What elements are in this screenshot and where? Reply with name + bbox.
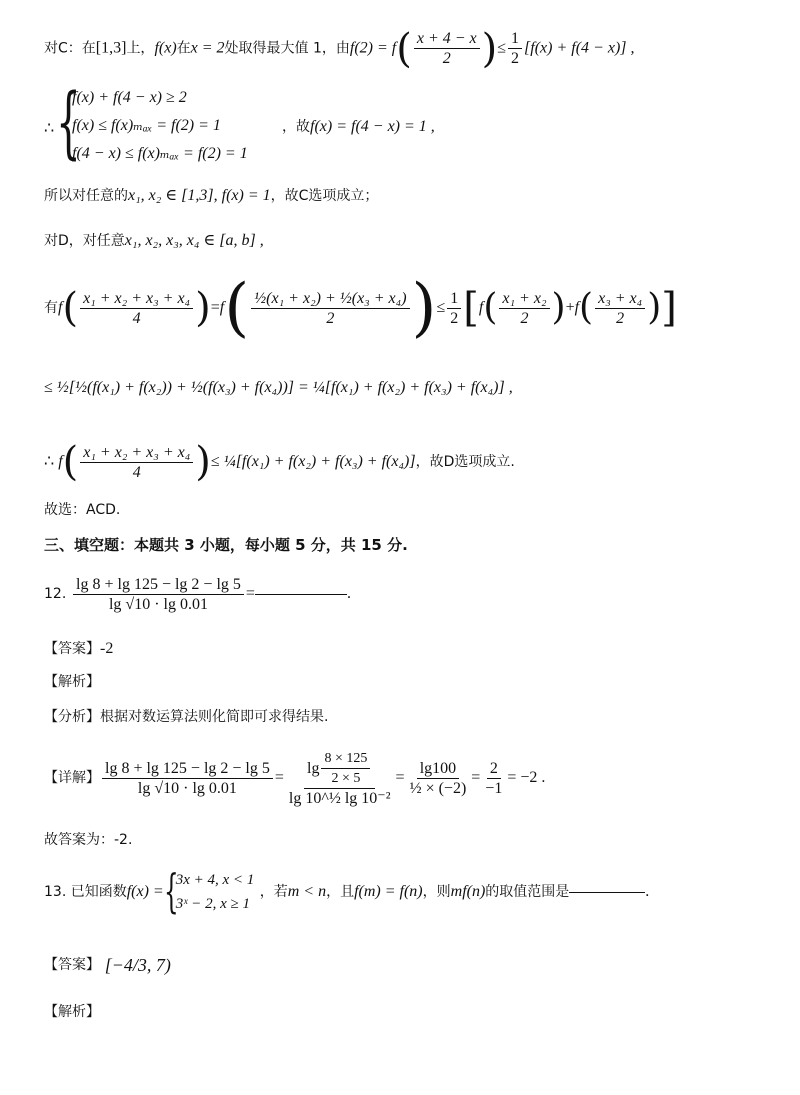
d-eq1-rhs-b: $\frac{\text{x₃ + x₄}}{2}$	[595, 290, 645, 327]
q12-detail-num-3: lg100	[417, 760, 459, 779]
system-conclusion	[282, 116, 770, 137]
q12-detail-den-3: ½ × (−2)	[409, 779, 467, 797]
d-eq1-mid-num: ½(x₁ + x₂) + ½(x₃ + x₄)	[251, 290, 409, 309]
c-half	[508, 30, 522, 67]
d-eq1-lhs	[80, 290, 193, 327]
d-eq3-lhs-den: 4	[132, 463, 141, 481]
c-frac-num: x + 4 − x	[414, 30, 480, 49]
c-half-den: 2	[511, 50, 520, 67]
q12-den: lg √10 · lg 0.01	[108, 595, 208, 613]
c-result-post: ，故C选项成立；	[270, 188, 379, 204]
system-line-3: f(4 − x) ≤ f(x)ₘₐₓ = f(2) = 1	[72, 145, 248, 162]
q12-detail-label: 【详解】	[44, 770, 100, 786]
q13-case-1: 3x + 4, x < 1	[175, 872, 255, 888]
q13-answer-label: 【答案】	[44, 957, 100, 973]
d-eq3-post: ，故D选项成立.	[415, 454, 515, 470]
q12-fenxi-text: 根据对数运算法则化简即可求得结果.	[100, 709, 329, 725]
q12-detail-frac-3	[407, 760, 470, 797]
q13-analysis-label: 【解析】	[44, 1004, 100, 1020]
c-at: 在	[176, 40, 191, 57]
d-eq1-lhs-den: 4	[132, 309, 141, 327]
q13-cond3: mf(n)	[450, 883, 486, 900]
d-eq1-mid	[251, 290, 409, 327]
q12-detail: 【详解】 $\frac{\lg 8 + \lg 125 - \lg 2 - \lg 5}{\lg √10 \cdot \lg 0.01}$ = lg $\frac{8 \times 125}{2 \times 5}$ lg 10^½ lg 10⁻² = $\frac{\lg 100}{\text{½ × (−2)}}$ = $\frac{2}{-1}$ = −2 .	[44, 750, 546, 807]
q12-eq: =	[245, 585, 255, 602]
system-conclusion-math: f(x) = f(4 − x) = 1 ,	[310, 118, 435, 135]
d-eq3-lhs-num: x₁ + x₂ + x₃ + x₄	[80, 444, 193, 463]
q13-case-2: 3ˣ − 2, x ≥ 1	[175, 896, 250, 912]
d-eq3-rhs: ≤ ¼[f(x₁) + f(x₂) + f(x₃) + f(x₄)]	[210, 453, 416, 470]
q12-num: lg 8 + lg 125 − lg 2 − lg 5	[73, 576, 244, 595]
q13-answer-value: [−4/3, 7)	[104, 955, 171, 975]
answer-choice: 故选：ACD.	[44, 502, 121, 518]
q12-end: .	[346, 585, 351, 602]
q13-cond2-pre: ，且	[326, 884, 355, 900]
q12-fenxi-label: 【分析】	[44, 709, 100, 725]
q13-brace: {	[163, 864, 179, 918]
c-intro-line: 对C：在[1,3]上，f(x)在x = 2处取得最大值 1，由f(2) = f( $\frac{x + 4 - x}{2}$ )≤ $\frac{1}{2}$ [f(x) + f(4 − x)] ,	[44, 25, 635, 72]
therefore-text: ∴	[44, 120, 55, 137]
q13-blank	[569, 892, 645, 893]
d-have: 有	[44, 300, 58, 316]
q12-question	[44, 572, 770, 616]
q12-detail-den-2: lg 10^½ lg 10⁻²	[288, 789, 391, 807]
q13-cond1: m < n	[287, 883, 327, 900]
d-eq1: 有 f ( $\frac{\text{x₁ + x₂ + x₃ + x₄}}{4}$ ) = f ( $\frac{\text{½(x₁ + x₂) + ½(x₃ + x₄)}}{2}$ ) ≤ $\frac{1}{2}$ [ f ( $\frac{\text{x₁ + x₂}}{2}$ ) + f ( $\frac{\text{x₃ + x₄}}{2}$ ) ]	[44, 271, 677, 345]
c-result-math: x₁, x₂ ∈ [1,3], f(x) = 1	[128, 187, 271, 204]
q12-detail-result: = −2 .	[507, 769, 546, 786]
c-fx: f(x)	[154, 39, 177, 57]
q12-detail-frac-2	[286, 750, 394, 807]
d-eq3: ∴ f ( $\frac{\text{x₁ + x₂ + x₃ + x₄}}{4}$ ) ≤ ¼[f(x₁) + f(x₂) + f(x₃) + f(x₄)] ，故D选项成立.	[44, 439, 515, 485]
q12-detail-inner-den: 2 × 5	[331, 770, 361, 786]
q13-fx: f(x) =	[126, 883, 164, 900]
q12-detail-num-4: 2	[487, 760, 501, 779]
q13-cond3-pre: ，则	[422, 884, 451, 900]
system-line-1: f(x) + f(4 − x) ≥ 2	[72, 89, 187, 106]
d-eq1-rhs-a-num: x₁ + x₂	[499, 290, 549, 309]
q13-answer	[44, 945, 770, 985]
c-intro-mid: 上，	[126, 40, 155, 57]
c-half-num: 1	[508, 30, 522, 49]
c-bracket: [f(x) + f(4 − x)] ,	[524, 39, 635, 57]
d-eq1-rhs-b-num: x₃ + x₄	[595, 290, 645, 309]
d-eq2: ≤ ½[½(f(x₁) + f(x₂)) + ½(f(x₃) + f(x₄))] = ¼[f(x₁) + f(x₂) + f(x₃) + f(x₄)] ,	[44, 379, 513, 396]
c-le: ≤	[497, 39, 507, 57]
c-interval: [1,3]	[95, 39, 127, 57]
d-intro-math: x₁, x₂, x₃, x₄ ∈ [a, b] ,	[124, 232, 264, 249]
d-eq1-rhs-a: $\frac{\text{x₁ + x₂}}{2}$	[499, 290, 549, 327]
q13-end: .	[645, 883, 650, 900]
q12-detail-inner-num: 8 × 125	[321, 750, 370, 769]
q13-question	[44, 866, 770, 918]
q12-detail-frac-4	[482, 760, 505, 797]
c-intro-text: 对C：在	[44, 40, 96, 57]
q13-cond2: f(m) = f(n)	[354, 883, 423, 900]
q13-cond1-pre: ，若	[259, 884, 288, 900]
q12-detail-num-1: lg 8 + lg 125 − lg 2 − lg 5	[102, 760, 273, 779]
system-brace: {	[56, 78, 81, 168]
c-frac-den: 2	[442, 50, 451, 67]
q12-blank	[255, 594, 347, 595]
d-intro-line	[44, 230, 770, 251]
q12-answer	[44, 638, 770, 659]
d-intro-pre: 对D，对任意	[44, 233, 125, 249]
q13-ask: 的取值范围是	[485, 884, 570, 900]
section-heading: 三、填空题：本题共 3 小题，每小题 5 分，共 15 分.	[44, 536, 408, 554]
c-fraction	[414, 30, 480, 67]
q12-label: 12.	[44, 586, 67, 602]
q13-piecewise	[164, 866, 260, 918]
q12-detail-num-2-lg: lg	[307, 759, 320, 777]
c-result-pre: 所以对任意的	[44, 188, 128, 204]
q12-final: 故答案为：-2.	[44, 832, 133, 848]
q12-analysis-label: 【解析】	[44, 674, 100, 690]
q12-answer-value: -2	[100, 640, 114, 657]
d-eq1-lhs-num: x₁ + x₂ + x₃ + x₄	[80, 290, 193, 309]
q12-detail-frac-1	[102, 760, 273, 797]
q12-fenxi	[44, 706, 770, 727]
d-eq1-mid-den: 2	[326, 309, 335, 327]
q12-detail-den-1: lg √10 · lg 0.01	[137, 779, 237, 797]
system-line-2: f(x) ≤ f(x)ₘₐₓ = f(2) = 1	[72, 117, 221, 134]
c-result-line	[44, 185, 770, 206]
q12-answer-label: 【答案】	[44, 641, 100, 657]
c-x2: x = 2	[190, 39, 225, 57]
c-max-text: 处取得最大值 1，由	[224, 40, 350, 57]
q13-label: 13. 已知函数	[44, 884, 127, 900]
c-f2: f(2) = f	[349, 39, 397, 57]
q12-detail-den-4: −1	[485, 779, 503, 797]
q12-fraction	[73, 576, 244, 613]
system-conclusion-pre: ，故	[282, 119, 310, 135]
